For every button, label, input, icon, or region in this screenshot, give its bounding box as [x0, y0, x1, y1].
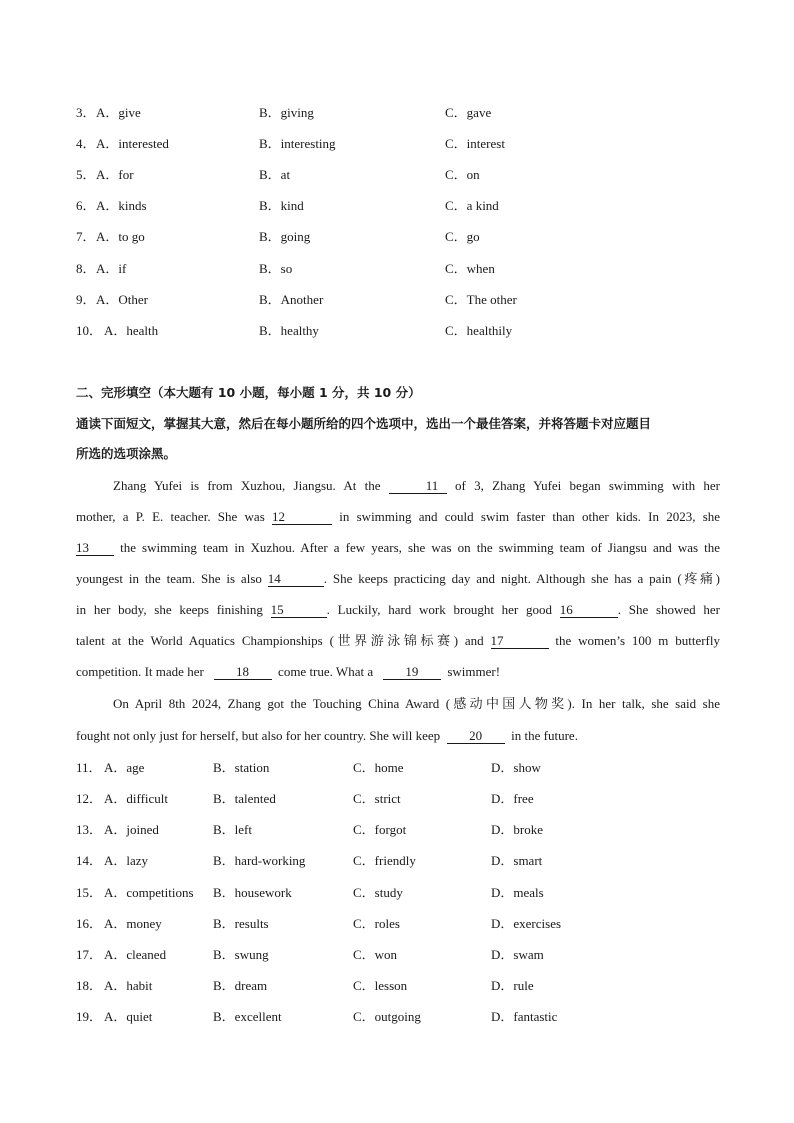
option-a: A．difficult	[104, 791, 169, 806]
blank-12: 12	[272, 509, 332, 525]
option-c: C．interest	[445, 136, 505, 151]
blank-13: 13	[76, 540, 114, 556]
passage-text: fought not only just for herself, but also for her country. She will keep	[76, 728, 441, 743]
passage-text: . Luckily, hard work brought her good	[326, 602, 552, 617]
option-a: A．Other	[96, 292, 148, 307]
question-number: 10．	[76, 323, 103, 338]
passage-text: in her body, she keeps finishing	[76, 602, 263, 617]
option-b: B．station	[213, 760, 270, 775]
question-number: 5．	[76, 167, 96, 182]
question-number: 18．	[76, 978, 103, 993]
question-number: 3．	[76, 105, 96, 120]
blank-16: 16	[560, 602, 618, 618]
option-c: C．won	[353, 947, 398, 962]
option-b: B．going	[259, 229, 311, 244]
passage-text: in the future.	[511, 728, 578, 743]
option-b: B．housework	[213, 885, 292, 900]
option-d: D．exercises	[491, 916, 562, 931]
option-c: C．gave	[445, 105, 492, 120]
option-b: B．giving	[259, 105, 314, 120]
blank-15: 15	[271, 602, 327, 618]
question-number: 16．	[76, 916, 103, 931]
passage-line	[76, 538, 720, 558]
option-c: C．outgoing	[353, 1009, 421, 1024]
option-d: D．meals	[491, 885, 544, 900]
option-c: C．go	[445, 229, 480, 244]
question-number: 11．	[76, 760, 102, 775]
question-number: 8．	[76, 261, 96, 276]
question-number: 12．	[76, 791, 103, 806]
option-b: B．so	[259, 261, 293, 276]
option-b: B．talented	[213, 791, 276, 806]
option-c: C．lesson	[353, 978, 408, 993]
option-c: C．home	[353, 760, 404, 775]
option-c: C．when	[445, 261, 495, 276]
option-b: B．results	[213, 916, 269, 931]
blank-18: 18	[214, 664, 272, 680]
option-b: B．left	[213, 822, 252, 837]
option-d: D．broke	[491, 822, 543, 837]
option-d: D．free	[491, 791, 534, 806]
option-b: B．kind	[259, 198, 304, 213]
question-number: 17．	[76, 947, 103, 962]
passage-text: . She keeps practicing day and night. Although she has a pain (疼痛)	[323, 571, 721, 586]
option-a: A．give	[96, 105, 141, 120]
question-number: 4．	[76, 136, 96, 151]
passage-line	[76, 569, 720, 589]
question-number: 14．	[76, 853, 103, 868]
option-c: C．forgot	[353, 822, 407, 837]
option-b: B．at	[259, 167, 291, 182]
option-c: C．The other	[445, 292, 517, 307]
option-d: D．smart	[491, 853, 543, 868]
option-c: C．on	[445, 167, 480, 182]
option-a: A．if	[96, 261, 127, 276]
passage-line	[76, 476, 720, 496]
option-b: B．swung	[213, 947, 269, 962]
option-c: C．study	[353, 885, 403, 900]
option-c: C．strict	[353, 791, 401, 806]
option-a: A．for	[96, 167, 134, 182]
option-a: A．lazy	[104, 853, 149, 868]
option-a: A．competitions	[104, 885, 194, 900]
passage-text: competition. It made her	[76, 664, 204, 679]
option-a: A．joined	[104, 822, 159, 837]
option-a: A．habit	[104, 978, 153, 993]
option-b: B．hard-working	[213, 853, 306, 868]
passage-line	[76, 600, 720, 620]
question-number: 19．	[76, 1009, 103, 1024]
passage-text: come true. What a	[278, 664, 374, 679]
option-b: B．excellent	[213, 1009, 282, 1024]
passage-text: of 3, Zhang Yufei began swimming with her	[455, 478, 720, 493]
question-number: 6．	[76, 198, 96, 213]
question-number: 9．	[76, 292, 96, 307]
option-a: A．quiet	[104, 1009, 153, 1024]
option-b: B．interesting	[259, 136, 336, 151]
instruction-line: 所选的选项涂黑。	[76, 446, 177, 461]
question-number: 13．	[76, 822, 103, 837]
option-d: D．show	[491, 760, 541, 775]
blank-11: 11	[389, 478, 447, 494]
passage-text: Zhang Yufei is from Xuzhou, Jiangsu. At the	[113, 478, 381, 493]
option-c: C．friendly	[353, 853, 416, 868]
passage-line	[76, 662, 720, 682]
option-a: A．money	[104, 916, 162, 931]
passage-text: swimmer!	[447, 664, 501, 679]
passage-line	[76, 694, 720, 714]
blank-20: 20	[447, 728, 505, 744]
passage-text: the women’s 100 m butterfly	[555, 633, 720, 648]
passage-text: the swimming team in Xuzhou. After a few years, she was on the swimming team of Jiangsu and was the	[120, 540, 720, 555]
option-a: A．interested	[96, 136, 169, 151]
option-a: A．cleaned	[104, 947, 167, 962]
option-d: D．swam	[491, 947, 544, 962]
option-b: B．dream	[213, 978, 268, 993]
option-c: C．roles	[353, 916, 400, 931]
instruction-line: 通读下面短文，掌握其大意，然后在每小题所给的四个选项中，选出一个最佳答案，并将答题卡对应题目	[76, 416, 652, 431]
option-a: A．age	[104, 760, 145, 775]
blank-14: 14	[268, 571, 324, 587]
option-a: A．health	[104, 323, 159, 338]
passage-text: in swimming and could swim faster than other kids. In 2023, she	[339, 509, 721, 524]
passage-line	[76, 631, 720, 651]
question-number: 15．	[76, 885, 103, 900]
option-b: B．Another	[259, 292, 324, 307]
passage-text: talent at the World Aquatics Championships (世界游泳锦标赛) and	[76, 633, 484, 648]
passage-text: mother, a P. E. teacher. She was	[76, 509, 265, 524]
passage-line	[76, 726, 720, 746]
option-d: D．rule	[491, 978, 534, 993]
blank-17: 17	[491, 633, 549, 649]
passage-line	[76, 507, 720, 527]
section-title: 二、完形填空（本大题有 10 小题，每小题 1 分，共 10 分）	[76, 385, 421, 400]
option-d: D．fantastic	[491, 1009, 558, 1024]
question-number: 7．	[76, 229, 96, 244]
option-a: A．kinds	[96, 198, 147, 213]
passage-text: youngest in the team. She is also	[76, 571, 262, 586]
passage-text: . She showed her	[617, 602, 720, 617]
blank-19: 19	[383, 664, 441, 680]
passage-text: On April 8th 2024, Zhang got the Touching China Award (感动中国人物奖). In her talk, she said she	[113, 696, 720, 711]
option-c: C．healthily	[445, 323, 513, 338]
option-b: B．healthy	[259, 323, 319, 338]
option-c: C．a kind	[445, 198, 499, 213]
option-a: A．to go	[96, 229, 145, 244]
